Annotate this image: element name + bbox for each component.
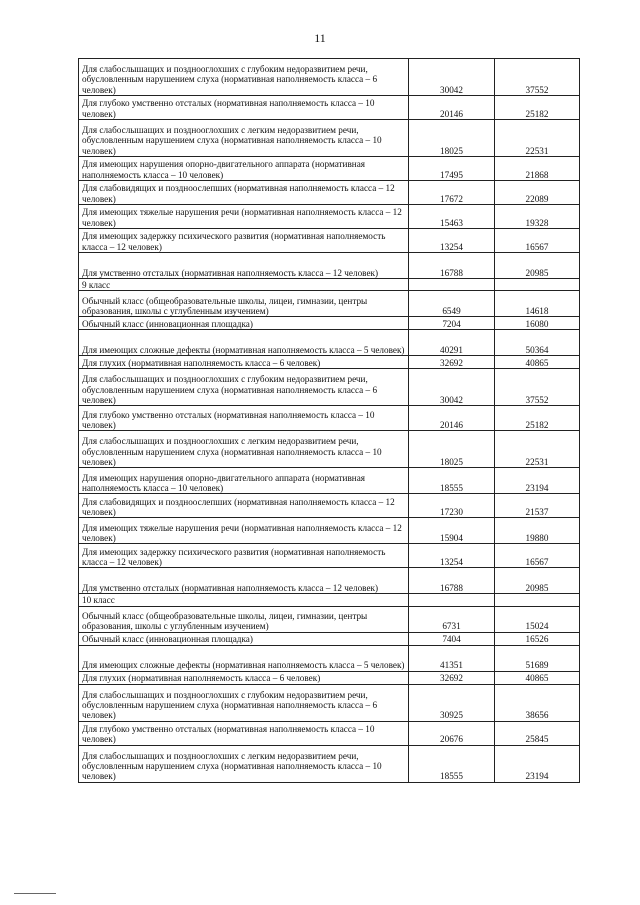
value-col-2: 19880 bbox=[495, 518, 580, 544]
value-col-1: 20146 bbox=[409, 96, 495, 120]
table-row bbox=[79, 684, 580, 721]
value-col-2: 21868 bbox=[495, 157, 580, 181]
table-row bbox=[79, 96, 580, 120]
value-col-2: 16567 bbox=[495, 229, 580, 253]
table-row bbox=[79, 431, 580, 468]
value-col-2: 22531 bbox=[495, 120, 580, 157]
section-row bbox=[79, 594, 580, 606]
row-description: Для слабовидящих и поздноослепших (нормативная наполняемость класса – 12 человек) bbox=[79, 494, 409, 518]
section-row bbox=[79, 279, 580, 291]
value-col-2: 50364 bbox=[495, 330, 580, 356]
table-row bbox=[79, 645, 580, 671]
value-col-1: 17230 bbox=[409, 494, 495, 518]
row-description: Для глухих (нормативная наполняемость класса – 6 человек) bbox=[79, 356, 409, 369]
value-col-1: 32692 bbox=[409, 671, 495, 684]
value-col-2: 40865 bbox=[495, 356, 580, 369]
value-col-1: 13254 bbox=[409, 229, 495, 253]
value-col-2: 15024 bbox=[495, 606, 580, 632]
row-description: Для имеющих задержку психического развития (нормативная наполняемость класса – 12 человек) bbox=[79, 229, 409, 253]
row-description: Для слабослышащих и позднооглохших с легким недоразвитием речи, обусловленным нарушением слуха (нормативная наполняемость класса – 10 человек) bbox=[79, 745, 409, 782]
value-col-2: 16567 bbox=[495, 544, 580, 568]
row-description: Для имеющих сложные дефекты (нормативная наполняемость класса – 5 человек) bbox=[79, 330, 409, 356]
value-col-2: 37552 bbox=[495, 59, 580, 96]
page-number: 11 bbox=[314, 31, 326, 45]
cost-table bbox=[78, 58, 580, 783]
value-col-1: 18555 bbox=[409, 745, 495, 782]
value-col-2 bbox=[495, 594, 580, 606]
table-row bbox=[79, 406, 580, 431]
table-row bbox=[79, 745, 580, 782]
value-col-1: 40291 bbox=[409, 330, 495, 356]
row-description: Для умственно отсталых (нормативная наполняемость класса – 12 человек) bbox=[79, 568, 409, 594]
value-col-2: 16526 bbox=[495, 632, 580, 645]
value-col-2: 22089 bbox=[495, 181, 580, 205]
value-col-2: 51689 bbox=[495, 645, 580, 671]
table-row bbox=[79, 157, 580, 181]
row-description: Для имеющих тяжелые нарушения речи (нормативная наполняемость класса – 12 человек) bbox=[79, 205, 409, 229]
row-description: Для имеющих нарушения опорно-двигательного аппарата (нормативная наполняемость класса – 10 человек) bbox=[79, 468, 409, 494]
row-description: Обычный класс (общеобразовательные школы, лицеи, гимназии, центры образования, школы с углубленным изучением) bbox=[79, 606, 409, 632]
value-col-2: 25182 bbox=[495, 406, 580, 431]
row-description: Для слабослышащих и позднооглохших с глубоким недоразвитием речи, обусловленным нарушением слуха (нормативная наполняемость класса – 6 человек) bbox=[79, 684, 409, 721]
value-col-1: 16788 bbox=[409, 253, 495, 279]
row-description: Для слабослышащих и позднооглохших с глубоким недоразвитием речи, обусловленным нарушением слуха (нормативная наполняемость класса – 6 человек) bbox=[79, 59, 409, 96]
value-col-1: 17495 bbox=[409, 157, 495, 181]
value-col-2: 23194 bbox=[495, 468, 580, 494]
table-row bbox=[79, 356, 580, 369]
value-col-1: 18555 bbox=[409, 468, 495, 494]
table-row bbox=[79, 721, 580, 745]
row-description: Для глубоко умственно отсталых (нормативная наполняемость класса – 10 человек) bbox=[79, 721, 409, 745]
row-description: Обычный класс (инновационная площадка) bbox=[79, 632, 409, 645]
row-description: Для слабослышащих и позднооглохших с глубоким недоразвитием речи, обусловленным нарушением слуха (нормативная наполняемость класса – 6 человек) bbox=[79, 369, 409, 406]
value-col-1: 6731 bbox=[409, 606, 495, 632]
value-col-2: 19328 bbox=[495, 205, 580, 229]
table-row bbox=[79, 568, 580, 594]
section-label: 9 класс bbox=[79, 279, 409, 291]
value-col-2: 16080 bbox=[495, 317, 580, 330]
value-col-2: 23194 bbox=[495, 745, 580, 782]
table-body bbox=[79, 59, 580, 783]
value-col-2: 20985 bbox=[495, 253, 580, 279]
table-row bbox=[79, 468, 580, 494]
row-description: Для слабослышащих и позднооглохших с легким недоразвитием речи, обусловленным нарушением слуха (нормативная наполняемость класса – 10 человек) bbox=[79, 431, 409, 468]
value-col-1: 32692 bbox=[409, 356, 495, 369]
row-description: Для имеющих тяжелые нарушения речи (нормативная наполняемость класса – 12 человек) bbox=[79, 518, 409, 544]
table-row bbox=[79, 253, 580, 279]
value-col-1: 18025 bbox=[409, 431, 495, 468]
value-col-1: 20146 bbox=[409, 406, 495, 431]
table-row bbox=[79, 632, 580, 645]
row-description: Обычный класс (инновационная площадка) bbox=[79, 317, 409, 330]
row-description: Для глубоко умственно отсталых (нормативная наполняемость класса – 10 человек) bbox=[79, 96, 409, 120]
value-col-2: 22531 bbox=[495, 431, 580, 468]
value-col-1: 30042 bbox=[409, 369, 495, 406]
value-col-2: 38656 bbox=[495, 684, 580, 721]
row-description: Для слабослышащих и позднооглохших с легким недоразвитием речи, обусловленным нарушением слуха (нормативная наполняемость класса – 10 человек) bbox=[79, 120, 409, 157]
section-label: 10 класс bbox=[79, 594, 409, 606]
value-col-1: 18025 bbox=[409, 120, 495, 157]
table-row bbox=[79, 494, 580, 518]
table-row bbox=[79, 317, 580, 330]
table-row bbox=[79, 606, 580, 632]
value-col-2: 25182 bbox=[495, 96, 580, 120]
value-col-1: 7204 bbox=[409, 317, 495, 330]
value-col-1: 30925 bbox=[409, 684, 495, 721]
table-row bbox=[79, 671, 580, 684]
value-col-1: 30042 bbox=[409, 59, 495, 96]
table-row bbox=[79, 291, 580, 317]
table-row bbox=[79, 229, 580, 253]
value-col-2: 40865 bbox=[495, 671, 580, 684]
row-description: Для имеющих сложные дефекты (нормативная наполняемость класса – 5 человек) bbox=[79, 645, 409, 671]
value-col-1: 17672 bbox=[409, 181, 495, 205]
row-description: Для умственно отсталых (нормативная наполняемость класса – 12 человек) bbox=[79, 253, 409, 279]
value-col-2: 21537 bbox=[495, 494, 580, 518]
value-col-1 bbox=[409, 279, 495, 291]
row-description: Для слабовидящих и поздноослепших (нормативная наполняемость класса – 12 человек) bbox=[79, 181, 409, 205]
row-description: Для имеющих нарушения опорно-двигательного аппарата (нормативная наполняемость класса – 10 человек) bbox=[79, 157, 409, 181]
value-col-1 bbox=[409, 594, 495, 606]
value-col-1: 41351 bbox=[409, 645, 495, 671]
value-col-1: 7404 bbox=[409, 632, 495, 645]
value-col-2: 20985 bbox=[495, 568, 580, 594]
value-col-1: 13254 bbox=[409, 544, 495, 568]
table-row bbox=[79, 369, 580, 406]
row-description: Для глухих (нормативная наполняемость класса – 6 человек) bbox=[79, 671, 409, 684]
table-row bbox=[79, 205, 580, 229]
table-row bbox=[79, 59, 580, 96]
value-col-1: 16788 bbox=[409, 568, 495, 594]
table-row bbox=[79, 518, 580, 544]
table-row bbox=[79, 330, 580, 356]
value-col-1: 15904 bbox=[409, 518, 495, 544]
value-col-2: 37552 bbox=[495, 369, 580, 406]
table-row bbox=[79, 120, 580, 157]
value-col-1: 20676 bbox=[409, 721, 495, 745]
table-row bbox=[79, 544, 580, 568]
table-row bbox=[79, 181, 580, 205]
value-col-2: 25845 bbox=[495, 721, 580, 745]
value-col-1: 6549 bbox=[409, 291, 495, 317]
row-description: Обычный класс (общеобразовательные школы, лицеи, гимназии, центры образования, школы с углубленным изучением) bbox=[79, 291, 409, 317]
row-description: Для глубоко умственно отсталых (нормативная наполняемость класса – 10 человек) bbox=[79, 406, 409, 431]
row-description: Для имеющих задержку психического развития (нормативная наполняемость класса – 12 человек) bbox=[79, 544, 409, 568]
scan-margin-line bbox=[14, 893, 56, 894]
value-col-2 bbox=[495, 279, 580, 291]
value-col-2: 14618 bbox=[495, 291, 580, 317]
value-col-1: 15463 bbox=[409, 205, 495, 229]
